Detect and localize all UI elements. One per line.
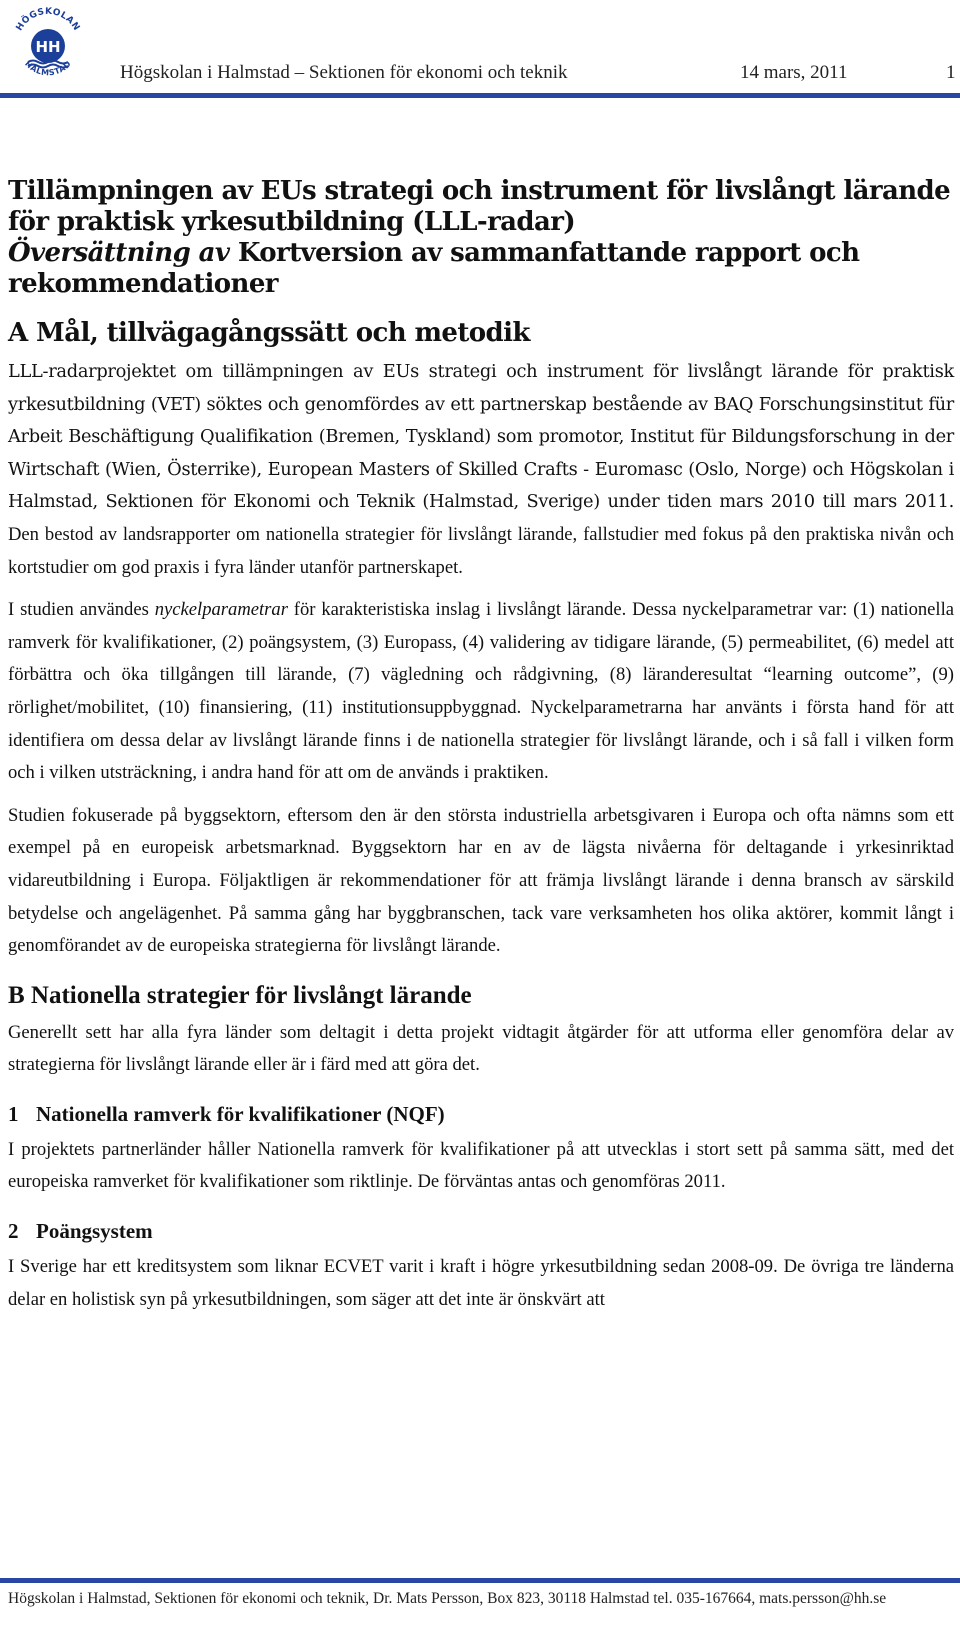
section-a-paragraph-2 <box>8 594 954 790</box>
svg-text:HALMSTAD: HALMSTAD <box>23 59 73 78</box>
subsection-number: 1 <box>8 1101 19 1126</box>
document-subtitle <box>8 238 954 300</box>
header-rule <box>0 93 960 98</box>
section-b-heading: B Nationella strategier för livslångt lärande <box>8 981 472 1009</box>
page-number: 1 <box>946 62 956 83</box>
svg-text:HH: HH <box>35 38 61 56</box>
header-date: 14 mars, 2011 <box>740 62 848 83</box>
paragraph-text: I studien användes <box>8 599 155 621</box>
subsection-2-heading <box>8 1217 954 1245</box>
subsection-title: Poängsystem <box>36 1219 153 1244</box>
section-a-paragraph-1 <box>8 356 954 584</box>
hogskolan-halmstad-logo <box>8 4 88 84</box>
footer-text: Högskolan i Halmstad, Sektionen för ekonomi och teknik, Dr. Mats Persson, Box 823, 30118 Halmstad tel. 035-167664, mats.persson@hh.se <box>8 1590 887 1607</box>
subsection-1-heading <box>8 1100 954 1128</box>
subtitle-rest: Kortversion av sammanfattande rapport och rekommendationer <box>8 238 860 299</box>
document-title: Tillämpningen av EUs strategi och instrument för livslångt lärande för praktisk yrkesutbildning (LLL-radar) <box>8 176 951 237</box>
footer-rule <box>0 1578 960 1583</box>
paragraph-italic: nyckelparametrar <box>154 599 288 621</box>
subsection-1-paragraph: I projektets partnerländer håller Nationella ramverk för kvalifikationer på att utvecklas i stort sett på samma sätt, med det europeiska ramverket för kvalifikationer som riktlinje. De förväntas antas och genomföras 2011. <box>8 1138 954 1193</box>
paragraph-text: för karakteristiska inslag i livslångt lärande. Dessa nyckelparametrar var: (1) nationella ramverk för kvalifikationer, (2) poängsystem, (3) Europass, (4) validering av tidigare lärande, (5) permeabilitet, (6) medel att förbättra och öka tillgången till lärande, (7) vägledning och rådgivning, (8) läranderesultat “learning outcome”, (9) rörlighet/mobilitet, (10) finansiering, (11) institutionsuppbyggnad. Nyckelparametrarna har använts i första hand för att identifiera om dessa delar av livslångt lärande finns i de nationella strategier för livslångt lärande, och i så fall i vilken form och i vilken utsträckning, i andra hand för att om de används i praktiken. <box>8 599 955 784</box>
header-title: Högskolan i Halmstad – Sektionen för ekonomi och teknik <box>120 62 568 83</box>
paragraph-text: LLL-radarprojektet om tillämpningen av EUs strategi och instrument för livslångt lärande för praktisk yrkesutbildning (VET) söktes och genomfördes av ett partnerskap bestående av BAQ Forschungsinstitut für Arbeit Beschäftigung Qualifikation (Bremen, Tyskland) som promotor, Institut für Bildungsforschung in der Wirtschaft (Wien, Österrike), European Masters of Skilled Crafts - Euromasc (Oslo, Norge) och Högskolan i Halmstad, Sektionen för Ekonomi och Teknik (Halmstad, Sverige) under tiden mars 2010 till mars 2011. <box>8 361 954 513</box>
subsection-number: 2 <box>8 1219 19 1244</box>
document-body <box>8 176 954 1316</box>
section-b-paragraph-1: Generellt sett har alla fyra länder som deltagit i detta projekt vidtagit åtgärder för att utforma eller genomföra delar av strategierna för livslångt lärande eller är i färd med att göra det. <box>8 1021 954 1076</box>
subtitle-italic: Översättning av <box>8 238 230 268</box>
subsection-title: Nationella ramverk för kvalifikationer (NQF) <box>36 1101 445 1126</box>
section-a-heading: A Mål, tillvägagångssätt och metodik <box>8 318 530 348</box>
section-a-paragraph-3: Studien fokuserade på byggsektorn, eftersom den är den största industriella arbetsgivaren i Europa och ofta nämns som ett exempel på en europeisk arbetsmarknad. Byggsektorn har en av de lägsta nivåerna för deltagande i yrkesinriktad vidareutbildning i Europa. Följaktligen är rekommendationer för att främja livslångt lärande i denna bransch av särskild betydelse och angelägenhet. På samma gång har byggbranschen, tack vare verksamheten hos olika aktörer, kommit långt i genomförandet av de europeiska strategierna för livslångt lärande. <box>8 804 954 957</box>
subsection-2-paragraph: I Sverige har ett kreditsystem som liknar ECVET varit i kraft i högre yrkesutbildning sedan 2008-09. De övriga tre länderna delar en holistisk syn på yrkesutbildningen, som säger att det inte är önskvärt att <box>8 1256 954 1310</box>
paragraph-text: Den bestod av landsrapporter om nationella strategier för livslångt lärande, fallstudier med fokus på den praktiska nivån och kortstudier om god praxis i fyra länder utanför partnerskapet. <box>8 523 954 578</box>
svg-text:HÖGSKOLAN: HÖGSKOLAN <box>14 6 82 33</box>
